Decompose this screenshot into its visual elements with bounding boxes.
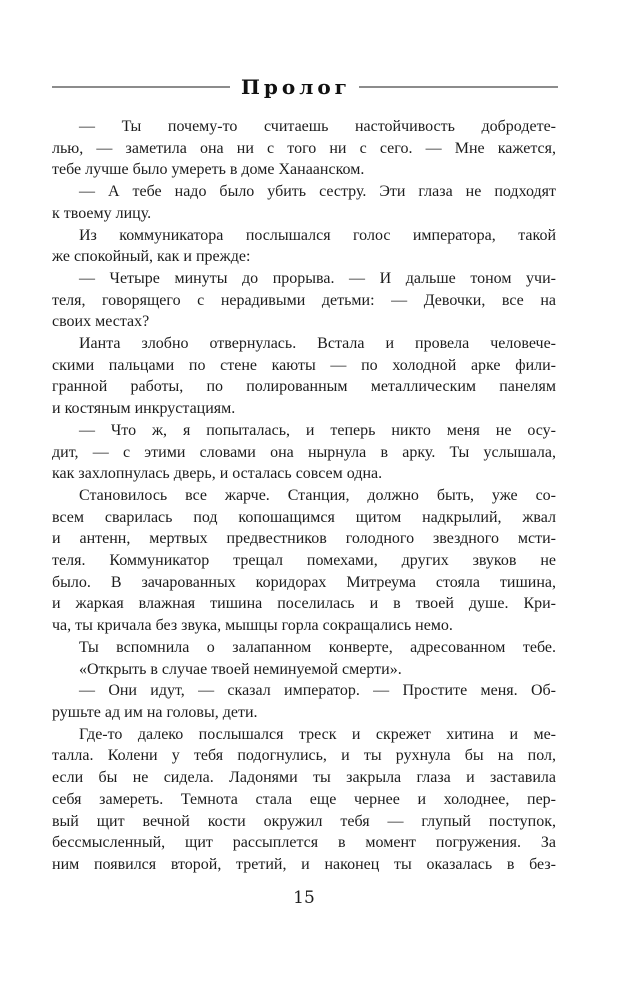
header-rule-left [52,86,230,88]
paragraph [52,637,556,659]
paragraph [52,268,556,333]
text-line: было. В зачарованных коридорах Митреума стояла тишина, [52,573,556,591]
paragraph [52,333,556,420]
paragraph [52,485,556,637]
text-line: лью, — заметила она ни с того ни с сего. — Мне кажется, [52,139,556,157]
text-line: — Что ж, я попыталась, и теперь никто меня не осу- [79,421,556,439]
text-line: всем сварилась под копошащимся щитом надкрылий, жвал [52,508,556,526]
paragraph [52,420,556,485]
text-line: теля. Коммуникатор трещал помехами, других звуков не [52,552,556,570]
text-line: вый щит вечной кости окружил тебя — глупый поступок, [52,812,556,830]
text-line: к твоему лицу. [52,204,152,222]
paragraph [52,659,556,681]
text-line: и костяным инкрустациям. [52,400,236,418]
text-line: ним появился второй, третий, и наконец ты оказалась в без- [52,855,556,873]
text-line: теля, говорящего с нерадивыми детьми: — Девочки, все на [52,291,556,309]
body-text [52,116,556,876]
text-line: и жаркая влажная тишина поселилась и в твоей душе. Кри- [52,595,556,613]
text-line: дит, — с этими словами она нырнула в арку. Ты услышала, [52,443,556,461]
paragraph [52,225,556,268]
text-line: — А тебе надо было убить сестру. Эти глаза не подходят [79,183,556,201]
chapter-header [52,76,558,98]
page-number: 15 [293,888,315,908]
text-line: Ты вспомнила о залапанном конверте, адресованном тебе. [79,638,556,656]
text-line: — Ты почему-то считаешь настойчивость добродете- [79,118,556,135]
text-line: — Они идут, — сказал император. — Простите меня. Об- [79,682,556,700]
text-line: рушьте ад им на головы, дети. [52,703,258,721]
text-line: Ианта злобно отвернулась. Встала и провела человече- [79,335,556,353]
chapter-title: Пролог [241,75,351,99]
text-line: «Открыть в случае твоей неминуемой смерти». [79,660,402,678]
paragraph [52,181,556,224]
text-line: талла. Колени у тебя подогнулись, и ты рухнула бы на пол, [52,747,556,765]
paragraph [52,680,556,723]
text-line: же спокойный, как и прежде: [52,248,251,266]
paragraph [52,116,556,181]
text-line: себя замереть. Темнота стала еще чернее и холоднее, пер- [52,790,556,808]
text-line: как захлопнулась дверь, и осталась совсем одна. [52,465,383,483]
text-line: если бы не сидела. Ладонями ты закрыла глаза и заставила [52,769,556,787]
text-line: — Четыре минуты до прорыва. — И дальше тоном учи- [79,269,556,287]
header-rule-right [359,86,558,88]
text-line: бессмысленный, щит рассыплется в момент погружения. За [52,834,556,852]
paragraph [52,724,556,876]
text-line: ча, ты кричала без звука, мышцы горла сокращались немо. [52,617,453,635]
text-line: Становилось все жарче. Станция, должно быть, уже со- [79,486,556,504]
text-line: скими пальцами по стене каюты — по холодной арке фили- [52,356,556,374]
text-line: тебе лучше было умереть в доме Ханаанском. [52,161,365,179]
text-line: и антенн, мертвых предвестников голодного звездного мсти- [52,530,556,548]
text-line: гранной работы, по полированным металлическим панелям [52,378,556,396]
text-line: Где-то далеко послышался треск и скрежет хитина и ме- [79,725,556,743]
text-line: своих местах? [52,313,150,331]
text-line: Из коммуникатора послышался голос императора, такой [79,226,556,244]
